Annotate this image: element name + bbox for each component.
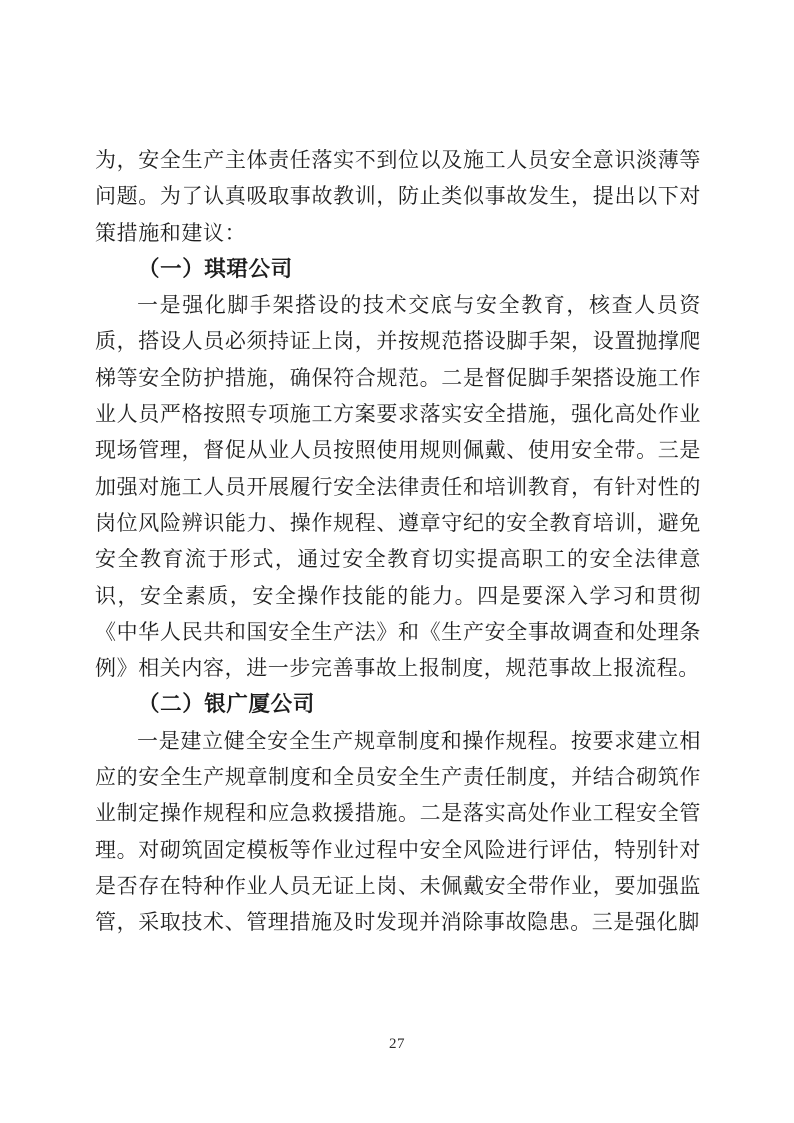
intro-paragraph: 为，安全生产主体责任落实不到位以及施工人员安全意识淡薄等问题。为了认真吸取事故教训，防止类似事故发生，提出以下对策措施和建议：: [95, 148, 701, 245]
section-body-yinguangsha-company: 一是建立健全安全生产规章制度和操作规程。按要求建立相应的安全生产规章制度和全员安全生产责任制度，并结合砌筑作业制定操作规程和应急救援措施。二是落实高处作业工程安全管理。对砌筑固定模板等作业过程中安全风险进行评估，特别针对是否存在特种作业人员无证上岗、未佩戴安全带作业，要加强监管，采取技术、管理措施及时发现并消除事故隐患。三是强化脚: [95, 728, 701, 935]
page-number: 27: [389, 1036, 405, 1052]
section-body-qijun-company: 一是强化脚手架搭设的技术交底与安全教育，核查人员资质，搭设人员必须持证上岗，并按规范搭设脚手架，设置抛撑爬梯等安全防护措施，确保符合规范。二是督促脚手架搭设施工作业人员严格按照专项施工方案要求落实安全措施，强化高处作业现场管理，督促从业人员按照使用规则佩戴、使用安全带。三是加强对施工人员开展履行安全法律责任和培训教育，有针对性的岗位风险辨识能力、操作规程、遵章守纪的安全教育培训，避免安全教育流于形式，通过安全教育切实提高职工的安全法律意识，安全素质，安全操作技能的能力。四是要深入学习和贯彻《中华人民共和国安全生产法》和《生产安全事故调查和处理条例》相关内容，进一步完善事故上报制度，规范事故上报流程。: [95, 293, 701, 681]
section-heading-qijun-company: （一）琪珺公司: [138, 256, 293, 281]
section-heading-yinguangsha-company: （二）银广厦公司: [138, 692, 315, 717]
document-content: [95, 142, 701, 941]
